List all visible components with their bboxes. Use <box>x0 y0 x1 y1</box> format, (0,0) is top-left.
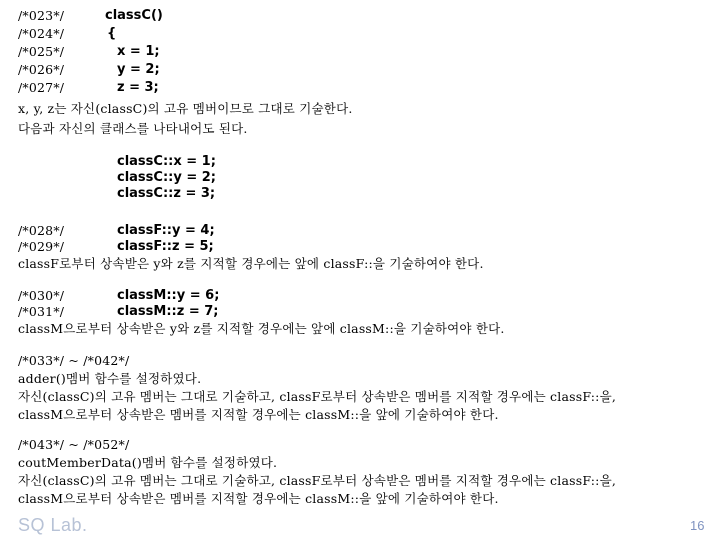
description: 자신(classC)의 고유 멤버는 그대로 기술하고, classF로부터 상속받은 멤버를 지적할 경우에는 classF::을, <box>18 389 617 404</box>
range-label: /*043*/ ~ /*052*/ <box>18 437 130 452</box>
page-number: 16 <box>690 518 705 533</box>
line-label: /*028*/ <box>18 223 65 238</box>
description: classM으로부터 상속받은 y와 z를 지적할 경우에는 앞에 classM::을 기술하여야 한다. <box>18 321 505 336</box>
code-line: classC::y = 2; <box>117 170 217 185</box>
code-line: z = 3; <box>117 80 159 95</box>
line-label: /*023*/ <box>18 8 65 23</box>
description: classM으로부터 상속받은 멤버를 지적할 경우에는 classM::을 앞에 기술하여야 한다. <box>18 491 499 506</box>
code-line: classM::y = 6; <box>117 288 220 303</box>
line-label: /*026*/ <box>18 62 65 77</box>
code-line: classC::x = 1; <box>117 154 216 169</box>
line-label: /*027*/ <box>18 80 65 95</box>
description: adder()멤버 함수를 설정하였다. <box>18 371 202 386</box>
footer-lab-label: SQ Lab. <box>18 515 88 535</box>
code-line: x = 1; <box>117 44 160 59</box>
code-line: classC() <box>105 8 163 23</box>
code-line: y = 2; <box>117 62 160 77</box>
code-line: classF::y = 4; <box>117 223 215 238</box>
line-label: /*031*/ <box>18 304 65 319</box>
code-line: classM::z = 7; <box>117 304 219 319</box>
description: 자신(classC)의 고유 멤버는 그대로 기술하고, classF로부터 상속받은 멤버를 지적할 경우에는 classF::을, <box>18 473 617 488</box>
description: classM으로부터 상속받은 멤버를 지적할 경우에는 classM::을 앞에 기술하여야 한다. <box>18 407 499 422</box>
line-label: /*030*/ <box>18 288 65 303</box>
description: classF로부터 상속받은 y와 z를 지적할 경우에는 앞에 classF::을 기술하여야 한다. <box>18 256 484 271</box>
line-label: /*024*/ <box>18 26 65 41</box>
line-label: /*025*/ <box>18 44 65 59</box>
range-label: /*033*/ ~ /*042*/ <box>18 353 130 368</box>
code-line: { <box>107 26 117 41</box>
code-line: classF::z = 5; <box>117 239 214 254</box>
code-line: classC::z = 3; <box>117 186 216 201</box>
description: x, y, z는 자신(classC)의 고유 멤버이므로 그대로 기술한다. <box>18 101 353 116</box>
description: 다음과 자신의 클래스를 나타내어도 된다. <box>18 121 248 136</box>
description: coutMemberData()멤버 함수를 설정하였다. <box>18 455 278 470</box>
line-label: /*029*/ <box>18 239 65 254</box>
